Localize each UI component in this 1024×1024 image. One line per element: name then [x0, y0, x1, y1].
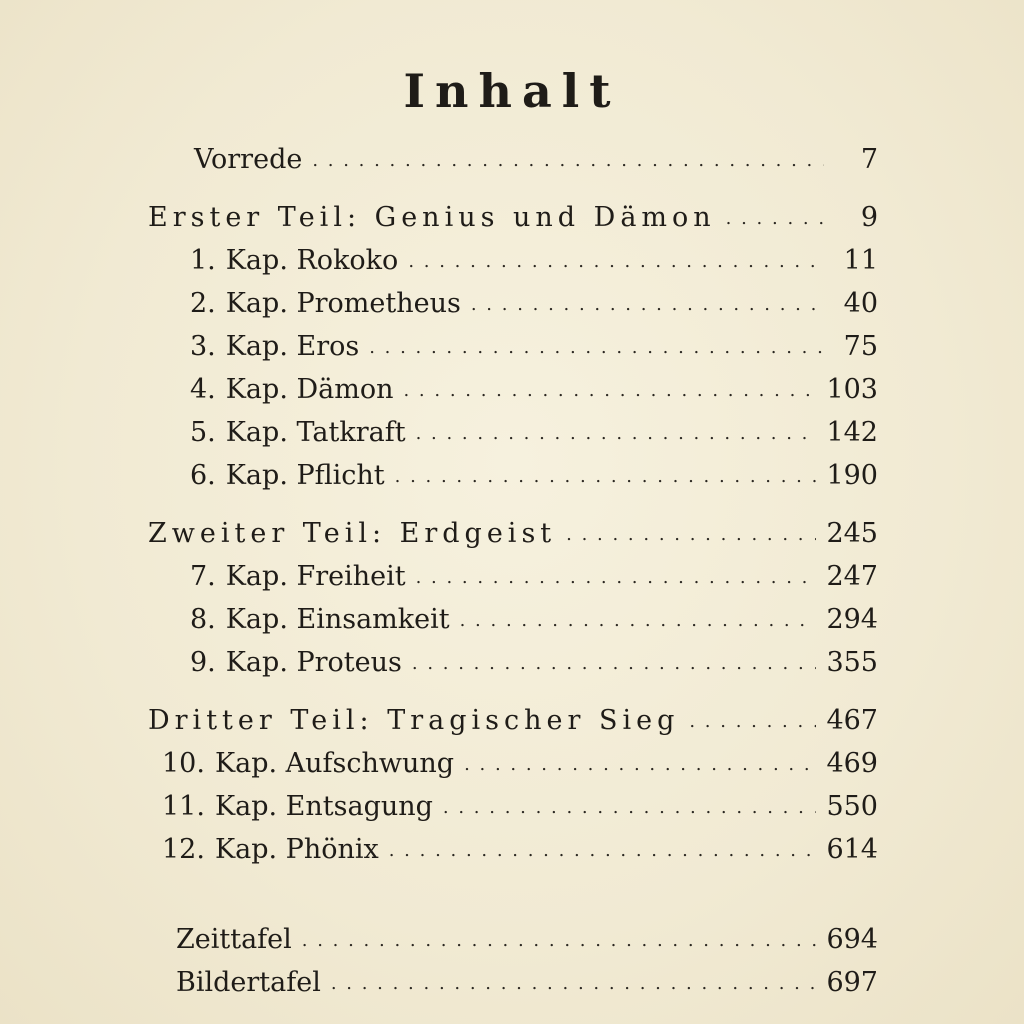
chapter-label: Kap. Eros — [225, 331, 360, 362]
chapter-label: Kap. Aufschwung — [214, 748, 455, 779]
toc-chapter — [162, 791, 878, 831]
dot-leader — [566, 524, 816, 545]
chapter-label: Kap. Phönix — [214, 834, 379, 865]
toc-page-number: 9 — [860, 202, 878, 233]
toc-part-2 — [148, 518, 878, 558]
chapter-label: Kap. Freiheit — [225, 561, 406, 592]
chapter-number: 1. — [190, 245, 216, 276]
toc-page-number: 11 — [843, 245, 878, 276]
dot-leader — [389, 840, 817, 861]
chapter-label: Kap. Prometheus — [225, 288, 461, 319]
chapter-number: 6. — [190, 460, 216, 491]
dot-leader — [471, 294, 824, 315]
chapter-label: Kap. Einsamkeit — [225, 604, 450, 635]
toc-chapter — [190, 647, 878, 687]
dot-leader — [395, 466, 817, 487]
chapter-label: Kap. Rokoko — [225, 245, 399, 276]
chapter-number: 9. — [190, 647, 216, 678]
toc-page-number: 190 — [826, 460, 878, 491]
toc-chapter — [190, 288, 878, 328]
dot-leader — [302, 930, 817, 951]
toc-part-1 — [148, 202, 878, 242]
chapter-number: 5. — [190, 417, 216, 448]
chapter-label: Kap. Dämon — [225, 374, 394, 405]
toc-label: Vorrede — [194, 144, 303, 175]
chapter-label: Kap. Tatkraft — [225, 417, 406, 448]
toc-label: Bildertafel — [176, 967, 321, 998]
dot-leader — [369, 337, 824, 358]
dot-leader — [443, 797, 817, 818]
page-title: Inhalt — [403, 64, 621, 118]
dot-leader — [416, 423, 817, 444]
toc-page-number: 40 — [843, 288, 878, 319]
toc-chapter — [190, 374, 878, 414]
chapter-number: 2. — [190, 288, 216, 319]
chapter-label: Kap. Entsagung — [214, 791, 433, 822]
dot-leader — [726, 208, 824, 229]
toc-chapter — [190, 460, 878, 500]
chapter-number: 12. — [162, 834, 205, 865]
chapter-number: 8. — [190, 604, 216, 635]
dot-leader — [312, 150, 824, 171]
toc-part-label: Erster Teil: Genius und Dämon — [148, 202, 716, 233]
dot-leader — [412, 653, 817, 674]
toc-chapter — [190, 245, 878, 285]
toc-page-number: 467 — [826, 705, 878, 736]
toc-page-number: 142 — [826, 417, 878, 448]
chapter-number: 10. — [162, 748, 205, 779]
dot-leader — [460, 610, 817, 631]
toc-entry-bildertafel — [176, 967, 878, 1007]
toc-page-number: 247 — [826, 561, 878, 592]
dot-leader — [403, 380, 816, 401]
toc-chapter — [190, 331, 878, 371]
toc-part-label: Dritter Teil: Tragischer Sieg — [148, 705, 680, 736]
toc-chapter — [162, 834, 878, 874]
toc-page-number: 355 — [826, 647, 878, 678]
toc-page-number: 103 — [826, 374, 878, 405]
chapter-number: 4. — [190, 374, 216, 405]
chapter-number: 7. — [190, 561, 216, 592]
chapter-label: Kap. Proteus — [225, 647, 402, 678]
toc-part-label: Zweiter Teil: Erdgeist — [148, 518, 557, 549]
dot-leader — [416, 567, 817, 588]
toc-chapter — [190, 604, 878, 644]
toc-page-number: 614 — [826, 834, 878, 865]
toc-label: Zeittafel — [176, 924, 292, 955]
chapter-number: 3. — [190, 331, 216, 362]
toc-chapter — [162, 748, 878, 788]
toc-chapter — [190, 561, 878, 601]
dot-leader — [464, 754, 816, 775]
toc-page-number: 697 — [826, 967, 878, 998]
toc-page-number: 7 — [860, 144, 878, 175]
toc-part-3 — [148, 705, 878, 745]
toc-page-number: 245 — [826, 518, 878, 549]
toc-page-number: 550 — [826, 791, 878, 822]
toc-entry-vorrede — [194, 144, 878, 184]
toc-page-number: 294 — [826, 604, 878, 635]
chapter-number: 11. — [162, 791, 205, 822]
dot-leader — [408, 251, 824, 272]
toc-page-number: 694 — [826, 924, 878, 955]
toc-page-number: 469 — [826, 748, 878, 779]
toc-entry-zeittafel — [176, 924, 878, 964]
toc-page-number: 75 — [843, 331, 878, 362]
dot-leader — [689, 711, 816, 732]
toc-chapter — [190, 417, 878, 457]
dot-leader — [331, 973, 817, 994]
chapter-label: Kap. Pflicht — [225, 460, 385, 491]
